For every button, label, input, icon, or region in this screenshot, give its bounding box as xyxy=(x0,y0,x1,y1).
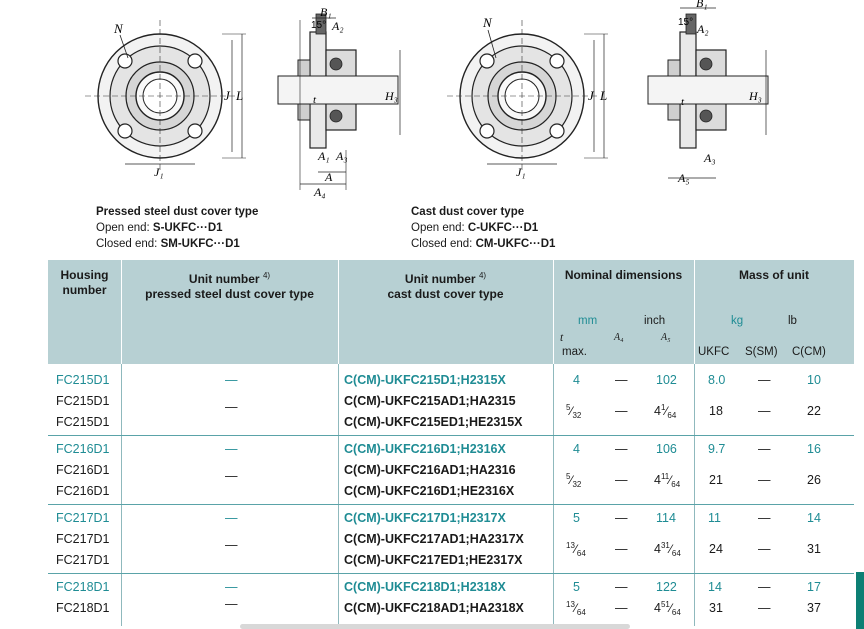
mass-ccm-lb: 22 xyxy=(807,404,821,418)
header-kg: kg xyxy=(731,315,744,327)
mass-ukfc-lb: 24 xyxy=(709,542,723,556)
mass-ukfc-kg: 9.7 xyxy=(708,442,726,456)
group-separator xyxy=(48,504,854,505)
mass-ccm-lb: 37 xyxy=(807,601,821,615)
a5-inch: $4^{31}⁄_{64}$ xyxy=(654,541,681,558)
page-edge-tab xyxy=(856,572,864,629)
t-mm: 4 xyxy=(573,442,580,456)
mass-ukfc-kg: 14 xyxy=(708,580,722,594)
mass-ssm-lb: — xyxy=(758,473,771,487)
bearing-unit-drawings xyxy=(0,0,864,205)
housing-number: FC217D1 xyxy=(56,553,110,567)
mass-ssm-lb: — xyxy=(758,601,771,615)
label-angle-left: 15° xyxy=(311,20,327,31)
a5-mm: 114 xyxy=(656,511,676,525)
a5-inch: $4^1⁄_{64}$ xyxy=(654,403,677,420)
label-A4-left: A₄ xyxy=(314,185,326,199)
unit-number-cast: C(CM)-UKFC216D1;HE2316X xyxy=(344,484,515,498)
unit-number-cast: C(CM)-UKFC216D1;H2316X xyxy=(344,442,506,456)
mass-ssm-kg: — xyxy=(758,511,771,525)
mass-ccm-kg: 17 xyxy=(807,580,821,594)
label-B1-right: B₁ xyxy=(696,0,708,10)
label-H3-left: H₃ xyxy=(385,89,398,103)
a5-inch: $4^{11}⁄_{64}$ xyxy=(654,472,681,489)
mass-ukfc-lb: 21 xyxy=(709,473,723,487)
mass-ukfc-kg: 11 xyxy=(708,511,721,525)
header-ssm: S(SM) xyxy=(745,346,778,358)
t-mm: 5 xyxy=(573,580,580,594)
t-inch: $^{13}⁄_{64}$ xyxy=(566,600,586,617)
a4-dash-inch: — xyxy=(615,473,628,487)
label-J-right: J xyxy=(588,88,594,103)
t-inch: $^5⁄_{32}$ xyxy=(566,472,582,489)
label-A2-left: A₂ xyxy=(332,19,344,33)
mass-ccm-kg: 14 xyxy=(807,511,821,525)
label-t-left: t xyxy=(313,94,317,106)
header-t: t xyxy=(560,332,564,344)
unit-number-cast: C(CM)-UKFC218AD1;HA2318X xyxy=(344,601,524,615)
label-J1-right: J₁ xyxy=(516,165,526,179)
unit-number-cast: C(CM)-UKFC217ED1;HE2317X xyxy=(344,553,523,567)
housing-number: FC218D1 xyxy=(56,601,110,615)
housing-number: FC216D1 xyxy=(56,442,110,456)
unit-number-cast: C(CM)-UKFC215D1;H2315X xyxy=(344,373,506,387)
pressed-closed-end: Closed end: SM-UKFC···D1 xyxy=(96,238,240,250)
cast-closed-end: Closed end: CM-UKFC···D1 xyxy=(411,238,556,250)
mass-ssm-kg: — xyxy=(758,442,771,456)
header-a4: A₄ xyxy=(614,332,624,343)
mass-ccm-lb: 26 xyxy=(807,473,821,487)
a4-dash-inch: — xyxy=(615,542,628,556)
a4-dash-mm: — xyxy=(615,511,628,525)
unit-number-cast: C(CM)-UKFC215AD1;HA2315 xyxy=(344,394,516,408)
a4-dash-mm: — xyxy=(615,580,628,594)
mass-ccm-lb: 31 xyxy=(807,542,821,556)
unit-number-cast: C(CM)-UKFC215ED1;HE2315X xyxy=(344,415,523,429)
label-L-right: L xyxy=(600,88,608,103)
mass-ssm-kg: — xyxy=(758,373,771,387)
pressed-caption xyxy=(96,204,258,252)
housing-number: FC216D1 xyxy=(56,484,110,498)
label-L-left: L xyxy=(236,88,244,103)
label-A3-right: A₃ xyxy=(704,151,716,165)
cast-open-end: Open end: C-UKFC···D1 xyxy=(411,222,539,234)
unit-number-cast: C(CM)-UKFC217D1;H2317X xyxy=(344,511,506,525)
cast-caption-title: Cast dust cover type xyxy=(411,206,525,218)
header-max: max. xyxy=(562,346,587,358)
label-J1-left: J₁ xyxy=(154,165,164,179)
housing-number: FC217D1 xyxy=(56,511,110,525)
label-A5-right: A₅ xyxy=(678,171,690,185)
a5-inch: $4^{51}⁄_{64}$ xyxy=(654,600,681,617)
label-N-left: N xyxy=(114,21,123,36)
t-inch: $^5⁄_{32}$ xyxy=(566,403,582,420)
pressed-dash-mm: — xyxy=(225,511,238,525)
mass-ukfc-lb: 18 xyxy=(709,404,723,418)
header-nominal-dimensions: Nominal dimensions xyxy=(564,268,683,282)
cast-front-view xyxy=(447,20,608,172)
header-housing-number: Housing number xyxy=(60,268,109,297)
mass-ccm-kg: 16 xyxy=(807,442,821,456)
label-angle-right: 15° xyxy=(678,17,694,28)
pressed-dash-mm: — xyxy=(225,580,238,594)
a4-dash-inch: — xyxy=(615,404,628,418)
mass-ssm-lb: — xyxy=(758,404,771,418)
t-mm: 5 xyxy=(573,511,580,525)
housing-number: FC218D1 xyxy=(56,580,110,594)
header-a5: A₅ xyxy=(661,332,671,343)
housing-number: FC217D1 xyxy=(56,532,110,546)
mass-ssm-lb: — xyxy=(758,542,771,556)
housing-number: FC215D1 xyxy=(56,373,110,387)
label-A3-left: A₃ xyxy=(336,149,348,163)
pressed-dash-mm: — xyxy=(225,442,238,456)
header-ukfc: UKFC xyxy=(698,346,730,358)
label-H3-right: H₃ xyxy=(749,89,762,103)
header-inch: inch xyxy=(644,315,666,327)
housing-number: FC216D1 xyxy=(56,463,110,477)
pressed-dash-inch: — xyxy=(225,597,238,611)
t-inch: $^{13}⁄_{64}$ xyxy=(566,541,586,558)
pressed-dash-inch: — xyxy=(225,400,238,414)
header-unit-cast: Unit number $^{4)}$ cast dust cover type xyxy=(387,271,504,301)
pressed-dash-inch: — xyxy=(225,469,238,483)
housing-number: FC215D1 xyxy=(56,394,110,408)
label-t-right: t xyxy=(681,96,685,108)
group-separator xyxy=(48,435,854,436)
housing-number: FC215D1 xyxy=(56,415,110,429)
label-N-right: N xyxy=(483,15,492,30)
unit-number-cast: C(CM)-UKFC217AD1;HA2317X xyxy=(344,532,524,546)
cast-caption xyxy=(411,204,555,252)
label-A2-right: A₂ xyxy=(697,22,709,36)
unit-number-cast: C(CM)-UKFC218D1;H2318X xyxy=(344,580,506,594)
a5-mm: 102 xyxy=(656,373,677,387)
header-ccm: C(CM) xyxy=(792,346,826,358)
label-B1-left: B₁ xyxy=(320,5,332,19)
a4-dash-mm: — xyxy=(615,373,628,387)
pressed-caption-title: Pressed steel dust cover type xyxy=(96,206,259,218)
pressed-side-view xyxy=(278,14,400,190)
label-A-left: A xyxy=(325,170,333,184)
header-lb: lb xyxy=(788,315,797,327)
label-A1-left: A₁ xyxy=(318,149,330,163)
t-mm: 4 xyxy=(573,373,580,387)
header-unit-pressed: Unit number $^{4)}$ pressed steel dust cover type xyxy=(145,271,314,301)
pressed-dash-inch: — xyxy=(225,538,238,552)
a4-dash-mm: — xyxy=(615,442,628,456)
pressed-dash-mm: — xyxy=(225,373,238,387)
mass-ccm-kg: 10 xyxy=(807,373,821,387)
horizontal-scrollbar[interactable] xyxy=(240,624,630,629)
a5-mm: 106 xyxy=(656,442,677,456)
mass-ssm-kg: — xyxy=(758,580,771,594)
unit-number-cast: C(CM)-UKFC216AD1;HA2316 xyxy=(344,463,516,477)
mass-ukfc-lb: 31 xyxy=(709,601,723,615)
a5-mm: 122 xyxy=(656,580,677,594)
pressed-front-view xyxy=(85,20,246,172)
group-separator xyxy=(48,573,854,574)
mass-ukfc-kg: 8.0 xyxy=(708,373,726,387)
label-J-left: J xyxy=(224,88,230,103)
header-mm: mm xyxy=(578,315,598,327)
a4-dash-inch: — xyxy=(615,601,628,615)
pressed-open-end: Open end: S-UKFC···D1 xyxy=(96,222,223,234)
header-mass-of-unit: Mass of unit xyxy=(738,268,809,282)
